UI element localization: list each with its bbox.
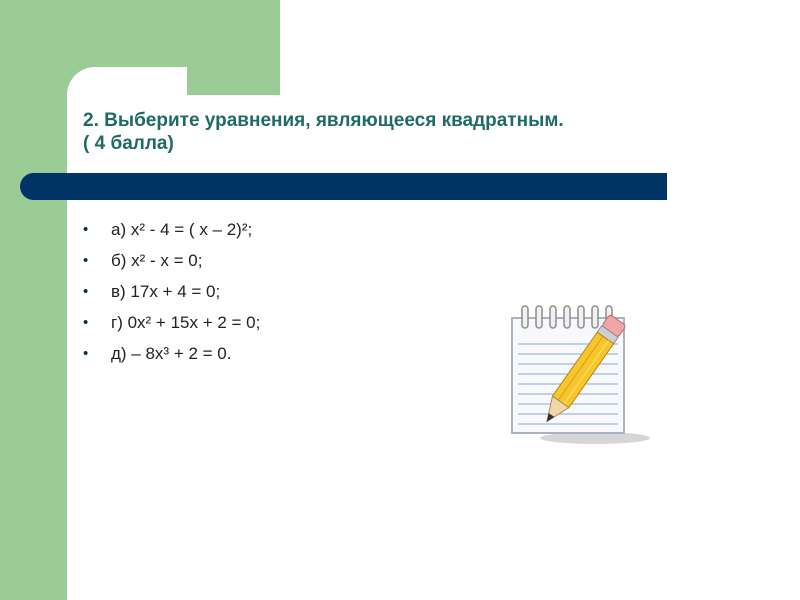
equation-list xyxy=(83,214,260,369)
list-item xyxy=(83,245,260,276)
slide-title xyxy=(83,109,663,155)
bullet-icon: • xyxy=(83,221,89,238)
slide-title-line-1: 2. Выберите уравнения, являющееся квадратным. xyxy=(83,110,564,131)
equation-text: а) х² - 4 = ( х – 2)²; xyxy=(111,220,253,239)
equation-text: б) х² - х = 0; xyxy=(111,251,203,270)
title-divider-bar xyxy=(20,173,667,200)
equation-text: г) 0х² + 15х + 2 = 0; xyxy=(111,313,261,332)
list-item xyxy=(83,338,260,369)
bullet-icon: • xyxy=(83,252,89,269)
slide-title-line-2: ( 4 балла) xyxy=(83,133,174,154)
bullet-icon: • xyxy=(83,314,89,331)
list-item xyxy=(83,307,260,338)
list-item xyxy=(83,276,260,307)
bullet-icon: • xyxy=(83,283,89,300)
equation-text: д) – 8х³ + 2 = 0. xyxy=(111,344,232,363)
equation-text: в) 17х + 4 = 0; xyxy=(111,282,221,301)
list-item xyxy=(83,214,260,245)
notepad-pencil-icon xyxy=(500,300,660,450)
bullet-icon: • xyxy=(83,345,89,362)
